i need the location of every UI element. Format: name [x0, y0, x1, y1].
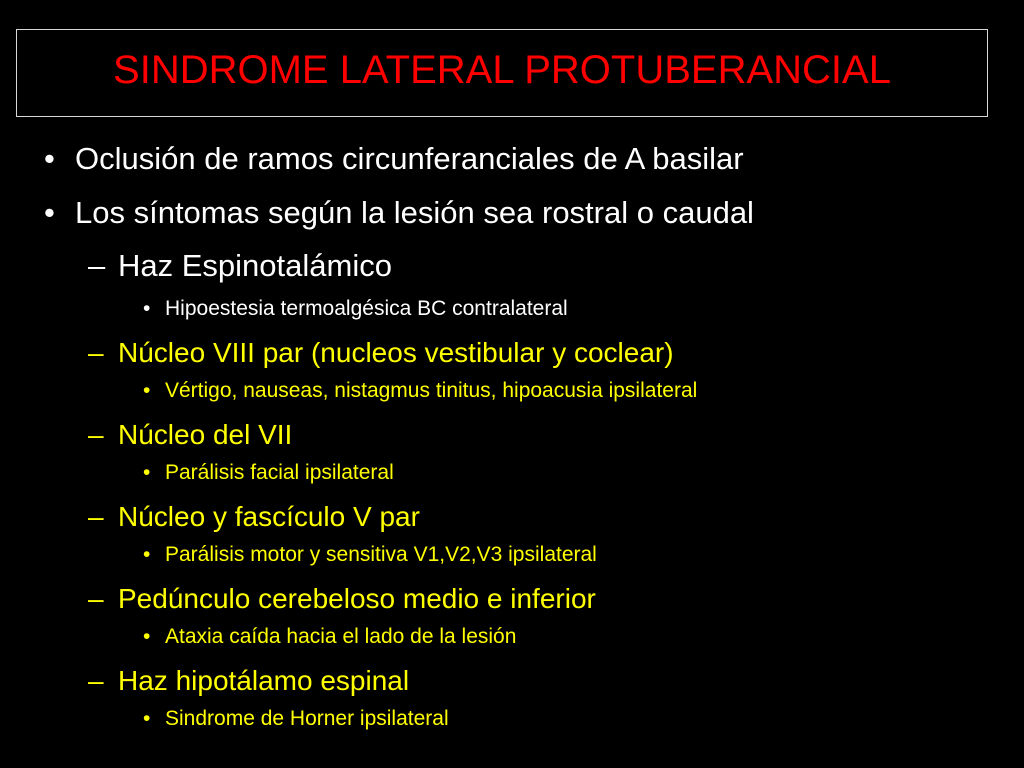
sub-bullet-marker: •	[143, 297, 151, 320]
section-item-text: Sindrome de Horner ipsilateral	[165, 707, 449, 730]
section-item-text: Ataxia caída hacia el lado de la lesión	[165, 625, 517, 648]
sub-bullet-marker: •	[143, 379, 151, 402]
bullet-text: Oclusión de ramos circunferanciales de A basilar	[75, 141, 744, 176]
section-heading-text: Haz hipotálamo espinal	[118, 665, 410, 696]
dash-marker: –	[88, 419, 104, 450]
section-heading-text: Pedúnculo cerebeloso medio e inferior	[118, 583, 596, 614]
slide-title: SINDROME LATERAL PROTUBERANCIAL	[113, 48, 891, 92]
dash-marker: –	[88, 337, 104, 368]
sub-bullet-marker: •	[143, 461, 151, 484]
dash-marker: –	[88, 501, 104, 532]
section-heading-text: Haz Espinotalámico	[118, 248, 392, 283]
sub-bullet-marker: •	[143, 543, 151, 566]
title-frame	[16, 29, 988, 117]
bullet-text: Los síntomas según la lesión sea rostral o caudal	[75, 195, 754, 230]
sub-bullet-marker: •	[143, 707, 151, 730]
sub-bullet-marker: •	[143, 625, 151, 648]
dash-marker: –	[88, 583, 104, 614]
section-heading-text: Núcleo y fascículo V par	[118, 501, 420, 532]
dash-marker: –	[88, 665, 104, 696]
bullet-marker: •	[44, 195, 55, 230]
bullet-marker: •	[44, 141, 55, 176]
section-heading-text: Núcleo del VII	[118, 419, 293, 450]
section-item-text: Vértigo, nauseas, nistagmus tinitus, hipoacusia ipsilateral	[165, 379, 698, 402]
section-item-text: Parálisis facial ipsilateral	[165, 461, 394, 484]
section-item-text: Hipoestesia termoalgésica BC contralateral	[165, 297, 568, 320]
section-heading-text: Núcleo VIII par (nucleos vestibular y coclear)	[118, 337, 674, 368]
dash-marker: –	[88, 248, 106, 283]
section-item-text: Parálisis motor y sensitiva V1,V2,V3 ipsilateral	[165, 543, 597, 566]
